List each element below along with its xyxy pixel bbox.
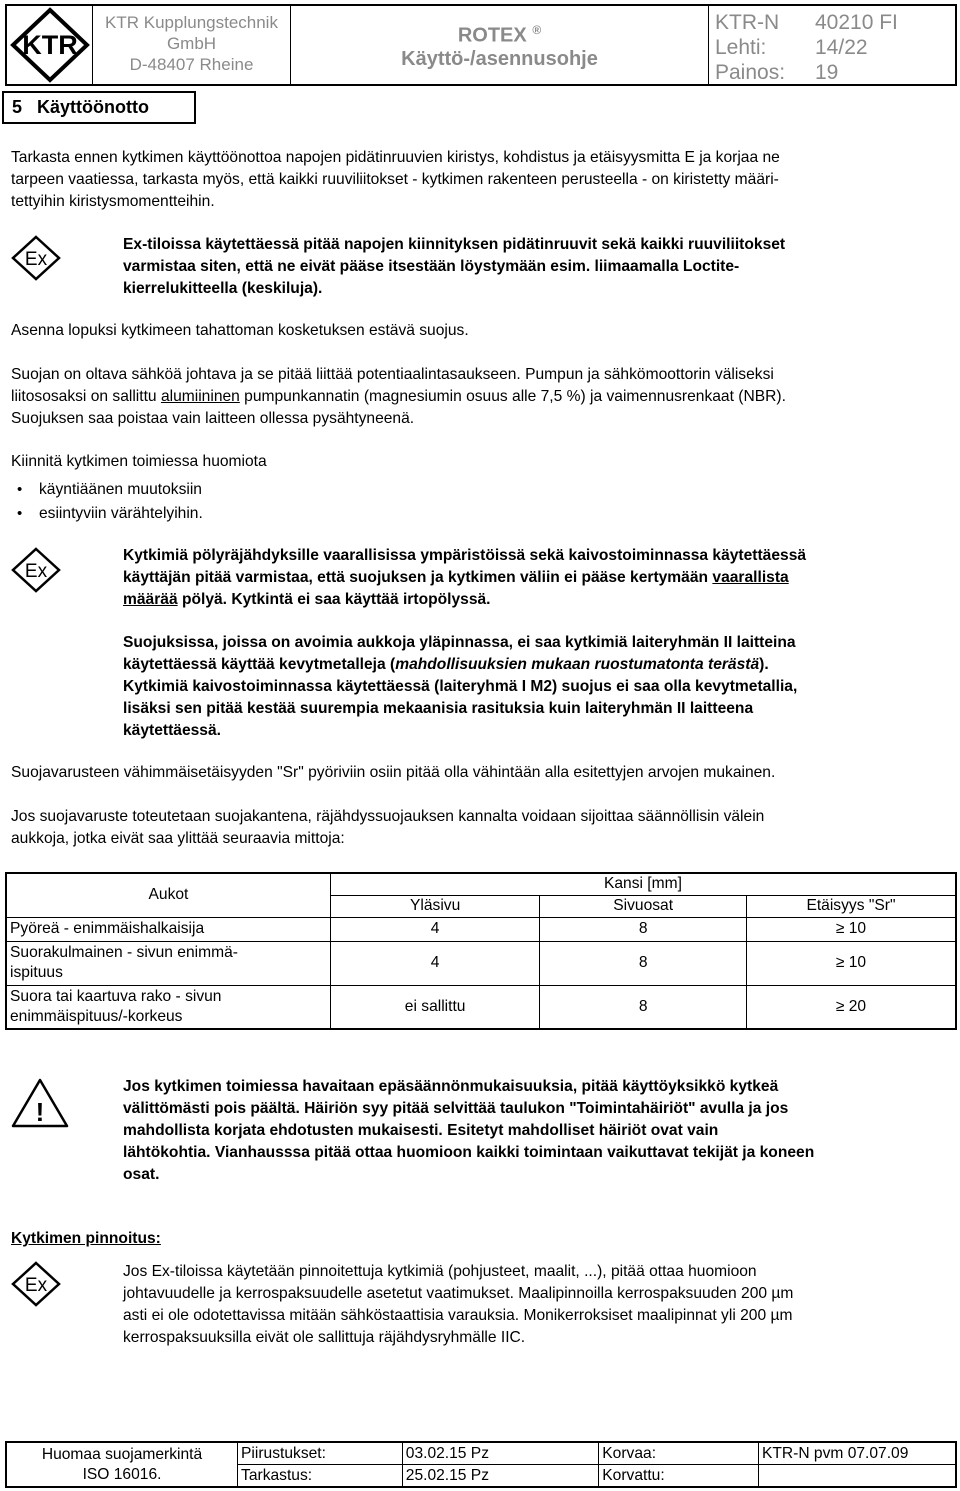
coating-line: johtavuudelle ja kerrospaksuudelle asetetut vaatimukset. Maalipinnoilla kerrospaksuuden 200 µm	[123, 1285, 794, 1302]
header-openings: Aukot	[6, 873, 330, 917]
page-value: 14/22	[815, 36, 868, 59]
ex-icon	[10, 1260, 62, 1308]
intro-paragraph	[11, 147, 951, 213]
italic-term: mahdollisuuksien mukaan ruostumatonta terästä	[395, 656, 760, 673]
header-sides: Sivuosat	[540, 895, 747, 917]
warning-line: Jos kytkimen toimiessa havaitaan epäsäännönmukaisuuksia, pitää käyttöyksikkö kytkeä	[123, 1078, 779, 1095]
ex-note-line: käytettäessä.	[123, 722, 221, 739]
guard-install-text: Asenna lopuksi kytkimeen tahattoman kosketuksen estävä suojus.	[11, 322, 469, 339]
guard-conductive-paragraph	[11, 364, 956, 430]
section-title: Käyttöönotto	[37, 97, 150, 117]
intro-line: Tarkasta ennen kytkimen käyttöönottoa napojen pidätinruuvien kiristys, kohdistus ja etäisyysmitta E ja korjaa ne	[11, 149, 780, 166]
svg-text:Ex: Ex	[24, 1275, 48, 1296]
underlined-term: vaarallista	[712, 569, 789, 586]
document-type: Käyttö-/asennusohje	[401, 47, 598, 70]
replaces-label: Korvaa:	[599, 1442, 759, 1465]
table-row	[6, 917, 956, 941]
doc-number-label: KTR-N	[715, 11, 780, 34]
ex-note-line: lisäksi sen pitää kestää suurempia mekaanisia rasituksia kuin laiteryhmän II laitteena	[123, 700, 754, 717]
product-name: ROTEX	[457, 24, 527, 47]
ex-note-line: pölyä. Kytkintä ei saa käyttää irtopölyssä.	[177, 591, 491, 608]
coating-line: kerrospaksuuksilla eivät ole sallittuja räjähdysryhmälle IIC.	[123, 1329, 526, 1346]
coating-line: asti ei ole odotettavissa mitään sähköstaattisia varauksia. Monikerroksiset maalipinnat yli 200 µm	[123, 1307, 793, 1324]
replaced-by-value	[758, 1465, 956, 1488]
svg-text:Ex: Ex	[24, 249, 48, 270]
ex-note-line: Ex-tiloissa käytettäessä pitää napojen kiinnityksen pidätinruuvit sekä kaikki ruuviliitokset	[123, 236, 786, 253]
drawings-label: Piirustukset:	[238, 1442, 403, 1465]
checked-label: Tarkastus:	[238, 1465, 403, 1488]
ex-icon	[10, 546, 62, 594]
underlined-term: määrää	[123, 591, 178, 608]
cell-distance	[746, 985, 956, 1029]
section-number: 5	[12, 97, 23, 117]
row-label-line: Suora tai kaartuva rako - sivun	[10, 987, 222, 1005]
page-label: Lehti:	[715, 36, 767, 59]
cell-top: 4	[330, 941, 540, 985]
cover-paragraph	[11, 806, 951, 850]
cover-line: aukkoja, jotka eivät saa ylittää seuraavia mittoja:	[11, 830, 345, 847]
distance-value: 10	[848, 954, 867, 971]
min-distance-text: Suojavarusteen vähimmäisetäisyyden "Sr" pyöriviin osiin pitää olla vähintään alla esitettyjen arvojen mukainen.	[11, 764, 776, 781]
section-heading	[2, 91, 196, 124]
document-info	[709, 6, 957, 84]
warning-line: mahdollista korjata ehdotusten mukaisesti. Esitetyt mahdolliset häiriöt ovat vain	[123, 1122, 719, 1139]
ex-note-line: Kytkimiä pölyräjähdyksille vaarallisissa ympäristöissä sekä kaivostoiminnassa käytettäessä	[123, 547, 807, 564]
underlined-term: alumiininen	[160, 388, 240, 405]
row-label: Pyöreä - enimmäishalkaisija	[6, 917, 330, 941]
company-form: GmbH	[166, 34, 217, 53]
row-label-line: enimmäispituus/-korkeus	[10, 1007, 183, 1025]
attention-intro: Kiinnitä kytkimen toimiessa huomiota	[11, 453, 267, 470]
edition-label: Painos:	[715, 61, 786, 84]
ex-note-line: Kytkimiä kaivostoiminnassa käytettäessä (laiteryhmä I M2) suojus ei saa olla kevytmetallia,	[123, 678, 798, 695]
company-name: KTR Kupplungstechnik	[105, 13, 278, 32]
product-title	[291, 6, 709, 84]
ex-note-line: käyttäjän pitää varmistaa, että suojuksen ja kytkimen väliin ei pääse kertymään	[123, 569, 713, 586]
cell-top: 4	[330, 917, 540, 941]
protection-note-line: Huomaa suojamerkintä	[41, 1445, 203, 1463]
document-footer	[5, 1441, 957, 1488]
ex-note-line: varmistaa siten, että ne eivät pääse itsestään löystymään esim. liimaamalla Loctite-	[123, 258, 740, 275]
ktr-logo	[7, 6, 93, 84]
company-address	[93, 6, 291, 84]
distance-value: 10	[848, 920, 867, 937]
malfunction-warning	[123, 1076, 953, 1186]
row-label	[6, 985, 330, 1029]
coating-paragraph	[123, 1261, 953, 1349]
ex-note-line: ).	[759, 656, 769, 673]
doc-number-value: 40210 FI	[815, 11, 898, 34]
openings-table	[5, 872, 957, 1030]
header-top: Yläsivu	[330, 895, 540, 917]
warning-icon	[10, 1077, 70, 1129]
cell-sides: 8	[540, 917, 747, 941]
protection-note-line: ISO 16016.	[82, 1465, 162, 1483]
edition-value: 19	[815, 61, 839, 84]
ge-symbol: ≥	[835, 997, 845, 1015]
header-cover: Kansi [mm]	[330, 873, 956, 895]
svg-text:!: !	[35, 1097, 45, 1127]
ex-note-line: kierrelukitteella (keskiluja).	[123, 280, 323, 297]
guard-line: Suojan on oltava sähköä johtava ja se pitää liittää potentiaalintasaukseen. Pumpun ja sähkömoottorin väliseksi	[11, 366, 774, 383]
logo-text: KTR	[22, 30, 78, 60]
warning-line: välittömästi pois päältä. Häiriön syy pitää selvittää taulukon "Toimintahäiriöt" avulla ja jos	[123, 1100, 789, 1117]
row-label	[6, 941, 330, 985]
ex-note-line: Suojuksissa, joissa on avoimia aukkoja yläpinnassa, ei saa kytkimiä laiteryhmän II laitteina	[123, 634, 796, 651]
document-header	[5, 4, 957, 86]
cell-top: ei sallittu	[330, 985, 540, 1029]
intro-line: tarpeen vaatiessa, tarkasta myös, että kaikki ruuviliitokset - kytkimen rakenteen perusteella - on kiristetty määri-	[11, 171, 779, 188]
guard-line: pumpunkannatin (magnesiumin osuus alle 7,5 %) ja vaimennusrenkaat (NBR).	[239, 388, 786, 405]
warning-line: lähtökohtia. Vianhausssa pitää ottaa huomioon kaikki toimintaan vaikuttavat tekijät ja koneen	[123, 1144, 815, 1161]
intro-line: tettyihin kiristysmomentteihin.	[11, 193, 215, 210]
coating-heading: Kytkimen pinnoitus:	[11, 1230, 161, 1247]
warning-line: osat.	[123, 1166, 160, 1183]
cell-sides: 8	[540, 985, 747, 1029]
svg-text:Ex: Ex	[24, 561, 48, 582]
drawings-value: 03.02.15 Pz	[402, 1442, 599, 1465]
cover-line: Jos suojavaruste toteutetaan suojakantena, räjähdyssuojauksen kannalta voidaan sijoittaa säännöllisin välein	[11, 808, 765, 825]
ex-icon	[10, 234, 62, 282]
company-city: D-48407 Rheine	[129, 55, 254, 74]
table-row	[6, 941, 956, 985]
list-item: • käyntiäänen muutoksiin	[11, 478, 203, 502]
list-item: • esiintyviin värähtelyihin.	[11, 502, 203, 526]
header-distance: Etäisyys "Sr"	[746, 895, 956, 917]
coating-line: Jos Ex-tiloissa käytetään pinnoitettuja kytkimiä (pohjusteet, maalit, ...), pitää ottaa huomioon	[123, 1263, 757, 1280]
replaced-by-label: Korvattu:	[599, 1465, 759, 1488]
replaces-value: KTR-N pvm 07.07.09	[758, 1442, 956, 1465]
ex-note-locking	[123, 234, 953, 300]
registered-mark: ®	[532, 23, 542, 37]
row-label-line: Suorakulmainen - sivun enimmä-	[10, 944, 238, 961]
protection-note	[6, 1442, 238, 1487]
cell-sides: 8	[540, 941, 747, 985]
ex-note-light-metal	[123, 632, 953, 742]
cell-distance	[746, 917, 956, 941]
ge-symbol: ≥	[835, 954, 845, 971]
ge-symbol: ≥	[835, 920, 845, 937]
table-row	[6, 985, 956, 1029]
checked-value: 25.02.15 Pz	[402, 1465, 599, 1488]
ex-note-line: käytettäessä käyttää kevytmetalleja (	[123, 656, 396, 673]
distance-value: 20	[848, 997, 867, 1015]
row-label-line: ispituus	[10, 964, 63, 981]
guard-line: liitososaksi on sallittu	[11, 388, 161, 405]
attention-list	[11, 478, 203, 526]
guard-line: Suojuksen saa poistaa vain laitteen ollessa pysähtyneenä.	[11, 410, 415, 427]
ex-note-dust	[123, 545, 953, 611]
cell-distance	[746, 941, 956, 985]
